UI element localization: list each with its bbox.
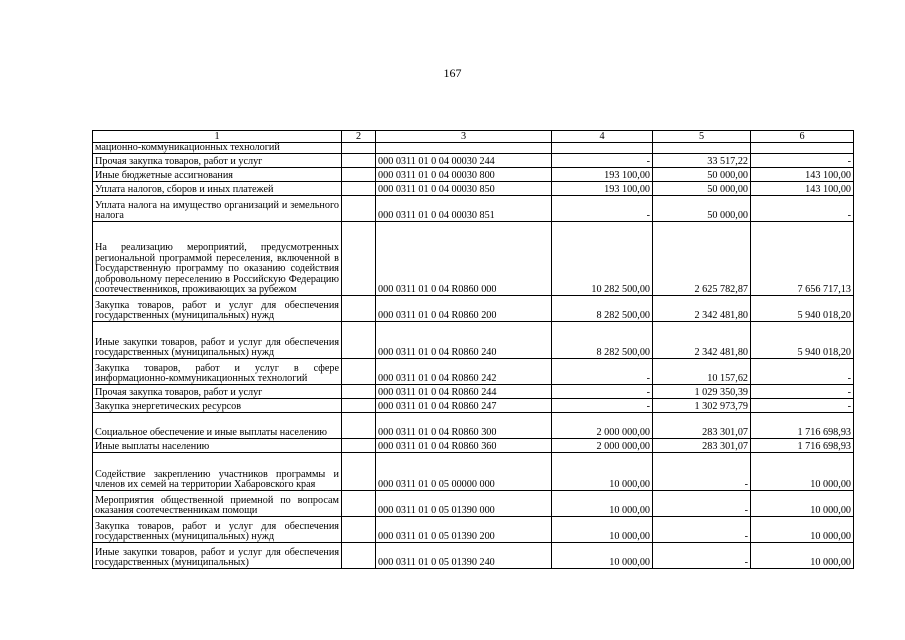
row-value-col-6: - [751, 196, 854, 222]
row-value-col-6: 5 940 018,20 [751, 296, 854, 322]
row-value-col-4: 193 100,00 [552, 168, 653, 182]
row-col-2 [342, 296, 376, 322]
row-value-col-6: 1 716 698,93 [751, 439, 854, 453]
row-value-col-4: 8 282 500,00 [552, 322, 653, 359]
table-row [93, 453, 854, 491]
header-col-6: 6 [751, 131, 854, 143]
table-row [93, 322, 854, 359]
table-row [93, 196, 854, 222]
row-value-col-6: 7 656 717,13 [751, 222, 854, 296]
row-col-2 [342, 359, 376, 385]
row-code: 000 0311 01 0 05 00000 000 [376, 453, 552, 491]
row-value-col-4: - [552, 154, 653, 168]
row-code: 000 0311 01 0 04 R0860 000 [376, 222, 552, 296]
table-row [93, 439, 854, 453]
budget-table [92, 130, 854, 569]
row-name: Иные выплаты населению [93, 439, 342, 453]
row-name: Иные закупки товаров, работ и услуг для обеспечения государственных (муниципальных) [93, 543, 342, 569]
header-row [93, 131, 854, 143]
row-col-2 [342, 222, 376, 296]
row-name: Иные бюджетные ассигнования [93, 168, 342, 182]
table-row [93, 296, 854, 322]
header-col-2: 2 [342, 131, 376, 143]
row-value-col-6: 143 100,00 [751, 182, 854, 196]
row-name: На реализацию мероприятий, предусмотренных региональной программой переселения, включенной в Государственную программу по оказанию содействия добровольному переселению в Российскую Федерацию соотечественников, проживающих за рубежом [93, 222, 342, 296]
row-value-col-5: - [653, 543, 751, 569]
row-name: Социальное обеспечение и иные выплаты населению [93, 413, 342, 439]
row-value-col-5: 33 517,22 [653, 154, 751, 168]
row-value-col-5: 50 000,00 [653, 182, 751, 196]
row-col-2 [342, 413, 376, 439]
row-col-2 [342, 196, 376, 222]
table-row [93, 222, 854, 296]
row-value-col-4: - [552, 399, 653, 413]
row-col-2 [342, 168, 376, 182]
row-value-col-5 [653, 143, 751, 154]
row-col-2 [342, 453, 376, 491]
table-row [93, 168, 854, 182]
row-value-col-6: 143 100,00 [751, 168, 854, 182]
row-code: 000 0311 01 0 04 R0860 242 [376, 359, 552, 385]
row-code: 000 0311 01 0 04 00030 244 [376, 154, 552, 168]
row-value-col-6 [751, 143, 854, 154]
table-row [93, 543, 854, 569]
row-value-col-4: - [552, 359, 653, 385]
row-code: 000 0311 01 0 04 R0860 360 [376, 439, 552, 453]
row-value-col-4: - [552, 196, 653, 222]
row-value-col-5: 2 342 481,80 [653, 296, 751, 322]
row-col-2 [342, 543, 376, 569]
row-name: Прочая закупка товаров, работ и услуг [93, 385, 342, 399]
row-name: Уплата налогов, сборов и иных платежей [93, 182, 342, 196]
row-col-2 [342, 439, 376, 453]
row-name: Прочая закупка товаров, работ и услуг [93, 154, 342, 168]
row-value-col-6: - [751, 359, 854, 385]
row-value-col-4: 10 000,00 [552, 517, 653, 543]
row-name: мационно-коммуникационных технологий [93, 143, 342, 154]
row-value-col-5: 2 342 481,80 [653, 322, 751, 359]
row-value-col-4: 2 000 000,00 [552, 413, 653, 439]
row-code: 000 0311 01 0 04 R0860 240 [376, 322, 552, 359]
row-col-2 [342, 517, 376, 543]
row-code: 000 0311 01 0 04 00030 851 [376, 196, 552, 222]
row-col-2 [342, 143, 376, 154]
row-name: Закупка товаров, работ и услуг в сфере информационно-коммуникационных технологий [93, 359, 342, 385]
row-value-col-6: - [751, 154, 854, 168]
row-value-col-5: 283 301,07 [653, 413, 751, 439]
table-row [93, 491, 854, 517]
header-col-4: 4 [552, 131, 653, 143]
header-col-5: 5 [653, 131, 751, 143]
row-value-col-6: 10 000,00 [751, 517, 854, 543]
row-col-2 [342, 154, 376, 168]
page-number: 167 [443, 66, 462, 80]
row-name: Содействие закреплению участников программы и членов их семей на территории Хабаровского края [93, 453, 342, 491]
table-row [93, 182, 854, 196]
row-name: Уплата налога на имущество организаций и земельного налога [93, 196, 342, 222]
row-value-col-6: - [751, 385, 854, 399]
row-value-col-4: 10 000,00 [552, 453, 653, 491]
row-col-2 [342, 491, 376, 517]
row-value-col-5: 10 157,62 [653, 359, 751, 385]
row-value-col-4: 8 282 500,00 [552, 296, 653, 322]
row-col-2 [342, 385, 376, 399]
row-value-col-4: 10 282 500,00 [552, 222, 653, 296]
row-code: 000 0311 01 0 04 R0860 247 [376, 399, 552, 413]
row-value-col-4: 10 000,00 [552, 491, 653, 517]
row-value-col-5: 1 302 973,79 [653, 399, 751, 413]
row-col-2 [342, 322, 376, 359]
table-row [93, 359, 854, 385]
row-value-col-4 [552, 143, 653, 154]
row-value-col-5: 50 000,00 [653, 196, 751, 222]
row-col-2 [342, 182, 376, 196]
row-value-col-6: 5 940 018,20 [751, 322, 854, 359]
row-code: 000 0311 01 0 04 R0860 244 [376, 385, 552, 399]
row-value-col-5: - [653, 453, 751, 491]
row-value-col-6: 10 000,00 [751, 543, 854, 569]
row-value-col-5: 283 301,07 [653, 439, 751, 453]
row-value-col-4: 10 000,00 [552, 543, 653, 569]
row-value-col-5: 50 000,00 [653, 168, 751, 182]
row-name: Закупка товаров, работ и услуг для обеспечения государственных (муниципальных) нужд [93, 517, 342, 543]
row-name: Мероприятия общественной приемной по вопросам оказания соотечественникам помощи [93, 491, 342, 517]
row-code [376, 143, 552, 154]
row-name: Закупка энергетических ресурсов [93, 399, 342, 413]
row-name: Закупка товаров, работ и услуг для обеспечения государственных (муниципальных) нужд [93, 296, 342, 322]
row-value-col-5: 2 625 782,87 [653, 222, 751, 296]
row-value-col-6: 1 716 698,93 [751, 413, 854, 439]
row-value-col-5: 1 029 350,39 [653, 385, 751, 399]
row-code: 000 0311 01 0 04 00030 800 [376, 168, 552, 182]
row-code: 000 0311 01 0 04 R0860 200 [376, 296, 552, 322]
table-row [93, 143, 854, 154]
row-value-col-5: - [653, 491, 751, 517]
row-code: 000 0311 01 0 04 R0860 300 [376, 413, 552, 439]
row-value-col-4: 2 000 000,00 [552, 439, 653, 453]
row-value-col-6: 10 000,00 [751, 453, 854, 491]
row-value-col-6: - [751, 399, 854, 413]
table-row [93, 517, 854, 543]
header-col-3: 3 [376, 131, 552, 143]
row-code: 000 0311 01 0 05 01390 200 [376, 517, 552, 543]
row-code: 000 0311 01 0 04 00030 850 [376, 182, 552, 196]
row-value-col-6: 10 000,00 [751, 491, 854, 517]
table-row [93, 399, 854, 413]
row-value-col-4: 193 100,00 [552, 182, 653, 196]
header-col-1: 1 [93, 131, 342, 143]
row-value-col-5: - [653, 517, 751, 543]
row-code: 000 0311 01 0 05 01390 240 [376, 543, 552, 569]
row-code: 000 0311 01 0 05 01390 000 [376, 491, 552, 517]
table-row [93, 154, 854, 168]
table-row [93, 413, 854, 439]
row-name: Иные закупки товаров, работ и услуг для обеспечения государственных (муниципальных) нужд [93, 322, 342, 359]
table-row [93, 385, 854, 399]
row-value-col-4: - [552, 385, 653, 399]
row-col-2 [342, 399, 376, 413]
